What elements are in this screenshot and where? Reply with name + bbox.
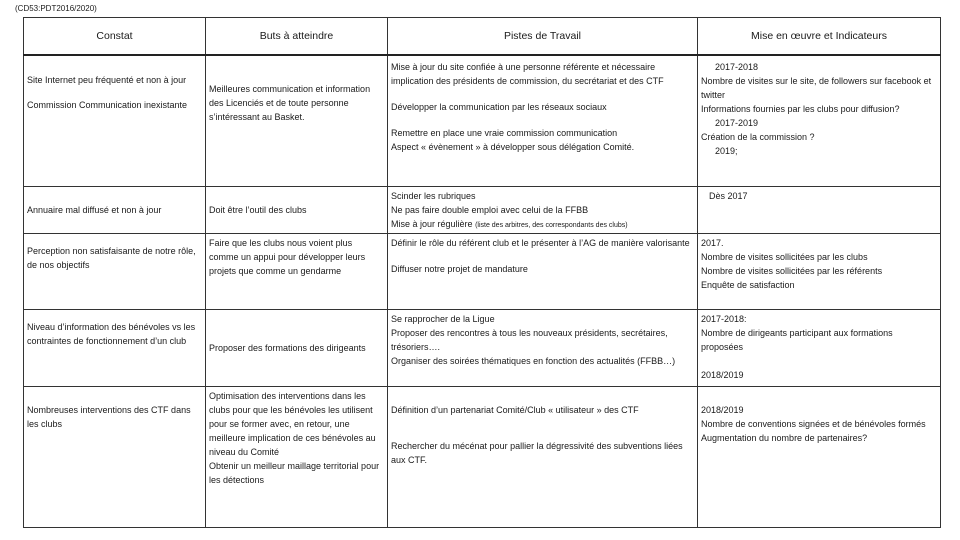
pistes-text: Proposer des rencontres à tous les nouveaux présidents, secrétaires, trésoriers….: [391, 327, 668, 352]
mise-text: Nombre de visites sollicitées par les clubs: [701, 251, 868, 262]
header-buts: Buts à atteindre: [206, 18, 388, 56]
mise-text: 2017-2018:: [701, 313, 747, 324]
buts-text: Obtenir un meilleur maillage territorial pour les détections: [209, 460, 380, 485]
cell-constat: [24, 386, 206, 527]
cell-mise: [698, 55, 941, 186]
mise-text: Dès 2017: [709, 190, 748, 201]
mise-text: Nombre de dirigeants participant aux formations proposées: [701, 327, 893, 352]
constat-text: Annuaire mal diffusé et non à jour: [27, 204, 162, 215]
table-row: [24, 309, 941, 386]
table-row: [24, 233, 941, 309]
pistes-line: [391, 217, 694, 233]
cell-pistes: [388, 55, 698, 186]
cell-buts: [206, 386, 388, 527]
table-row: [24, 386, 941, 527]
pistes-text: Développer la communication par les réseaux sociaux: [391, 102, 607, 112]
cell-pistes: [388, 233, 698, 309]
pistes-text: Mise à jour régulière: [391, 218, 473, 229]
pistes-text: Rechercher du mécénat pour pallier la dégressivité des subventions liées aux CTF.: [391, 440, 683, 465]
pistes-text: Scinder les rubriques: [391, 190, 476, 201]
mise-text: 2018/2019: [701, 369, 744, 380]
pistes-text: Organiser des soirées thématiques en fonction des actualités (FFBB…): [391, 355, 676, 366]
mise-text: Création de la commission ?: [701, 132, 815, 142]
constat-text: Nombreuses interventions des CTF dans les clubs: [27, 404, 191, 429]
pistes-text: Aspect « évènement » à développer sous délégation Comité.: [391, 142, 635, 152]
table-header-row: [24, 18, 941, 56]
action-plan-table: [23, 17, 941, 528]
cell-constat: [24, 55, 206, 186]
header-constat: Constat: [24, 18, 206, 56]
cell-mise: [698, 186, 941, 233]
constat-text: Commission Communication inexistante: [27, 100, 188, 110]
pistes-text: Ne pas faire double emploi avec celui de la FFBB: [391, 204, 589, 215]
pistes-text: Définir le rôle du référent club et le présenter à l’AG de manière valorisante: [391, 237, 690, 248]
mise-text: Informations fournies par les clubs pour diffusion?: [701, 104, 900, 114]
mise-text: Augmentation du nombre de partenaires?: [701, 432, 868, 443]
mise-text: Enquête de satisfaction: [701, 279, 795, 290]
buts-text: Optimisation des interventions dans les clubs pour que les bénévoles les utilisent pour se former avec, en retour, une meilleure implication de ces bénévoles au niveau du Comité: [209, 390, 376, 457]
constat-text: Niveau d’information des bénévoles vs les contraintes de fonctionnement d’un club: [27, 321, 196, 346]
mise-text: Nombre de visites sur le site, de followers sur facebook et twitter: [701, 76, 932, 100]
cell-mise: [698, 309, 941, 386]
buts-text: Faire que les clubs nous voient plus comme un appui pour développer leurs projets que comme un gendarme: [209, 237, 366, 276]
cell-pistes: [388, 309, 698, 386]
cell-pistes: [388, 386, 698, 527]
mise-text: 2018/2019: [701, 404, 744, 415]
mise-text: 2017-2018: [715, 62, 759, 72]
constat-text: Perception non satisfaisante de notre rôle, de nos objectifs: [27, 245, 196, 270]
cell-pistes: [388, 186, 698, 233]
mise-text: 2017.: [701, 237, 724, 248]
cell-constat: [24, 233, 206, 309]
pistes-text: Diffuser notre projet de mandature: [391, 263, 528, 274]
cell-buts: [206, 55, 388, 186]
cell-mise: [698, 386, 941, 527]
constat-text: Site Internet peu fréquenté et non à jour: [27, 75, 187, 85]
pistes-text: Définition d’un partenariat Comité/Club « utilisateur » des CTF: [391, 404, 639, 415]
mise-text: 2019;: [715, 146, 738, 156]
cell-constat: [24, 309, 206, 386]
cell-mise: [698, 233, 941, 309]
cell-buts: [206, 309, 388, 386]
pistes-text: Mise à jour du site confiée à une personne référente et nécessaire implication des présidents de commission, du secrétariat et des CTF: [391, 62, 664, 86]
header-pistes: Pistes de Travail: [388, 18, 698, 56]
table-row: [24, 186, 941, 233]
mise-text: Nombre de visites sollicitées par les référents: [701, 265, 883, 276]
pistes-text: Remettre en place une vraie commission communication: [391, 128, 618, 138]
table-row: [24, 55, 941, 186]
buts-text: Doit être l’outil des clubs: [209, 204, 307, 215]
cell-buts: [206, 233, 388, 309]
pistes-text: Se rapprocher de la Ligue: [391, 313, 495, 324]
cell-buts: [206, 186, 388, 233]
mise-text: Nombre de conventions signées et de bénévoles formés: [701, 418, 926, 429]
buts-text: Proposer des formations des dirigeants: [209, 342, 366, 353]
document-reference: (CD53:PDT2016/2020): [15, 4, 97, 13]
buts-text: Meilleures communication et information des Licenciés et de toute personne s’intéressant au Basket.: [209, 84, 371, 122]
mise-text: 2017-2019: [715, 118, 759, 128]
pistes-note: (liste des arbitres, des correspondants des clubs): [475, 221, 628, 229]
cell-constat: [24, 186, 206, 233]
header-mise: Mise en œuvre et Indicateurs: [698, 18, 941, 56]
